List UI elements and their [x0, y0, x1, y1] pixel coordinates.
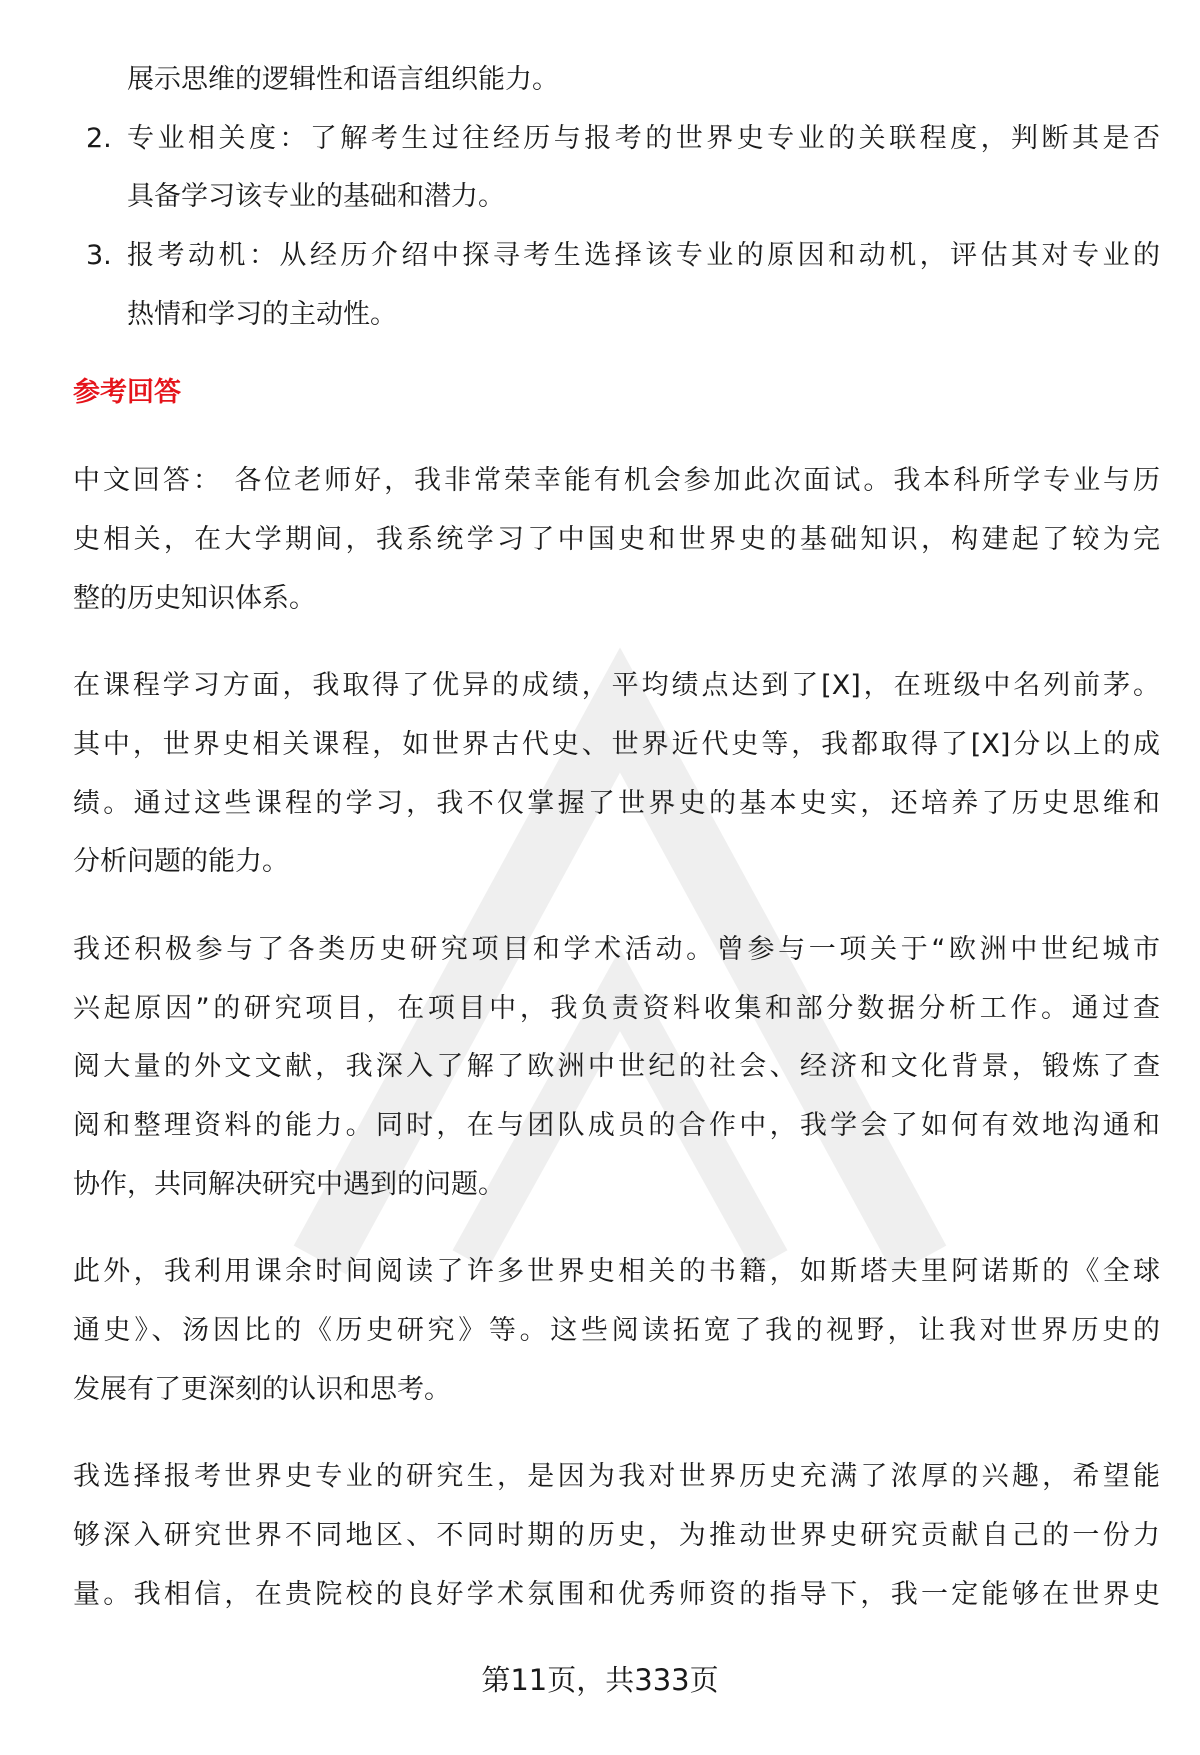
paragraph-line: 整的历史知识体系。	[73, 582, 316, 614]
list-number: 3.	[86, 240, 112, 272]
paragraph-line: 其中，世界史相关课程，如世界古代史、世界近代史等，我都取得了[X]分以上的成	[73, 728, 1160, 760]
page-footer: 第11页，共333页	[481, 1663, 719, 1697]
paragraph-line: 在课程学习方面，我取得了优异的成绩，平均绩点达到了[X]，在班级中名列前茅。	[73, 670, 1160, 702]
paragraph	[73, 1448, 1160, 1624]
paragraph-line: 兴起原因”的研究项目，在项目中，我负责资料收集和部分数据分析工作。通过查	[73, 992, 1160, 1024]
section-heading: 参考回答	[73, 377, 181, 409]
paragraph-line: 够深入研究世界不同地区、不同时期的历史，为推动世界史研究贡献自己的一份力	[73, 1520, 1160, 1552]
paragraph-line: 量。我相信，在贵院校的良好学术氛围和优秀师资的指导下，我一定能够在世界史	[73, 1578, 1160, 1610]
answer-body	[73, 452, 1160, 1624]
list-item-line: 热情和学习的主动性。	[127, 298, 397, 330]
paragraph	[73, 921, 1160, 1214]
paragraph-line: 史相关，在大学期间，我系统学习了中国史和世界史的基础知识，构建起了较为完	[73, 523, 1160, 555]
list-item-line: 报考动机：从经历介绍中探寻考生选择该专业的原因和动机，评估其对专业的	[127, 240, 1160, 272]
list-item-line: 专业相关度：了解考生过往经历与报考的世界史专业的关联程度，判断其是否	[127, 122, 1160, 154]
paragraph-line: 阅大量的外文文献，我深入了解了欧洲中世纪的社会、经济和文化背景，锻炼了查	[73, 1051, 1160, 1083]
paragraph-line: 阅和整理资料的能力。同时，在与团队成员的合作中，我学会了如何有效地沟通和	[73, 1110, 1160, 1142]
paragraph-line: 协作，共同解决研究中遇到的问题。	[73, 1168, 505, 1200]
paragraph-line: 通史》、汤因比的《历史研究》等。这些阅读拓宽了我的视野，让我对世界历史的	[73, 1315, 1160, 1347]
list-item-2	[73, 110, 1160, 227]
list-number: 2.	[86, 122, 112, 154]
paragraph-line: 分析问题的能力。	[73, 846, 289, 878]
paragraph-line: 发展有了更深刻的认识和思考。	[73, 1373, 451, 1405]
paragraph	[73, 1243, 1160, 1419]
paragraph-line: 此外，我利用课余时间阅读了许多世界史相关的书籍，如斯塔夫里阿诺斯的《全球	[73, 1256, 1160, 1288]
paragraph	[73, 657, 1160, 892]
paragraph-line: 绩。通过这些课程的学习，我不仅掌握了世界史的基本史实，还培养了历史思维和	[73, 787, 1160, 819]
paragraph-line: 我选择报考世界史专业的研究生，是因为我对世界历史充满了浓厚的兴趣，希望能	[73, 1461, 1160, 1493]
list-item-continuation	[73, 51, 1160, 110]
paragraph-line: 中文回答： 各位老师好，我非常荣幸能有机会参加此次面试。我本科所学专业与历	[73, 465, 1160, 497]
paragraph	[73, 452, 1160, 628]
list-item-line: 具备学习该专业的基础和潜力。	[127, 181, 505, 213]
paragraph-line: 我还积极参与了各类历史研究项目和学术活动。曾参与一项关于“欧洲中世纪城市	[73, 933, 1160, 965]
document-page	[73, 51, 1160, 1625]
list-item-line: 展示思维的逻辑性和语言组织能力。	[127, 64, 559, 95]
list-item-3	[73, 227, 1160, 344]
